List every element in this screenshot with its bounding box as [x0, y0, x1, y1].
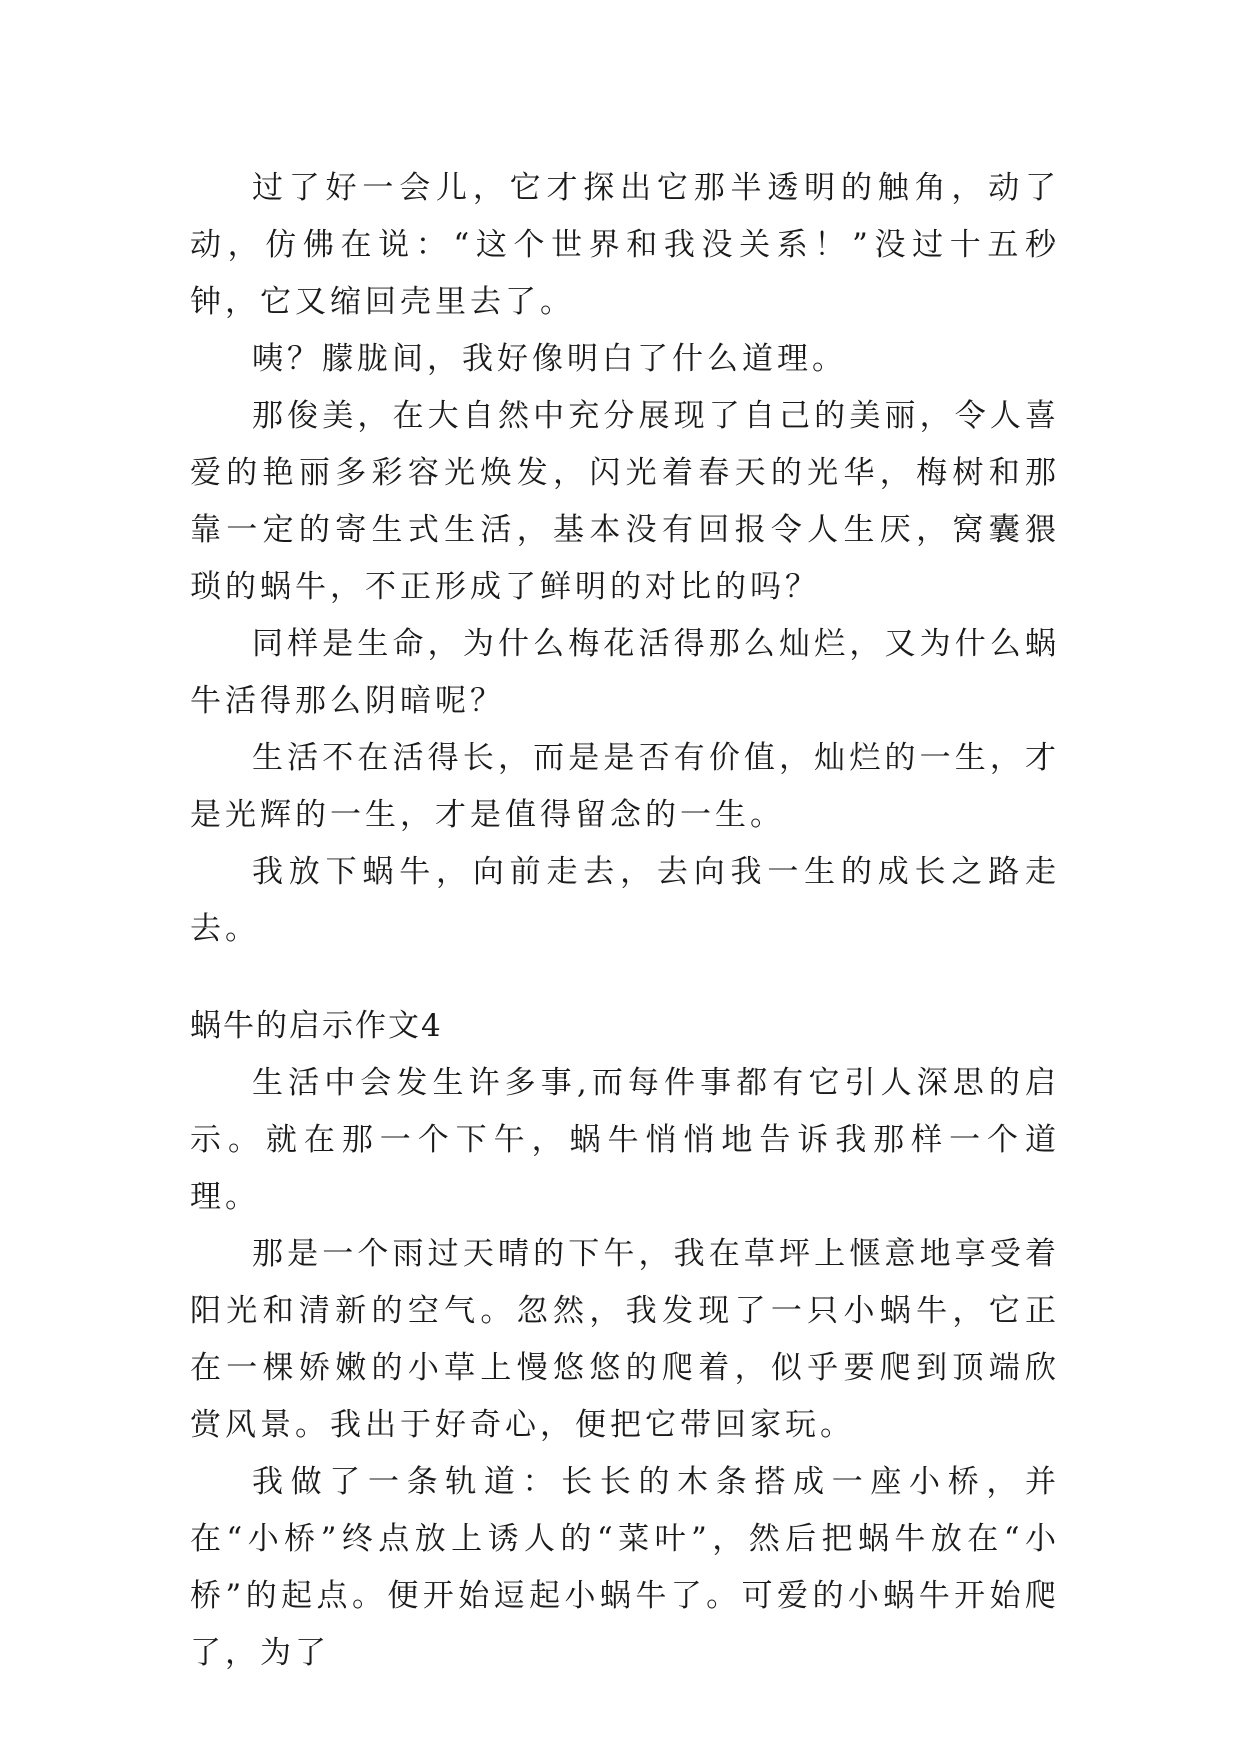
paragraph: 同样是生命，为什么梅花活得那么灿烂，又为什么蜗牛活得那么阴暗呢？: [190, 626, 1060, 719]
section-heading: 蜗牛的启示作文4: [190, 1008, 443, 1044]
paragraph: 我放下蜗牛，向前走去，去向我一生的成长之路走去。: [190, 854, 1060, 947]
paragraph: 咦？朦胧间，我好像明白了什么道理。: [252, 341, 847, 377]
paragraph: 过了好一会儿，它才探出它那半透明的触角，动了动，仿佛在说：“这个世界和我没关系！”没过十五秒钟，它又缩回壳里去了。: [190, 170, 1060, 320]
document-body: [190, 160, 1060, 1682]
paragraph: 我做了一条轨道：长长的木条搭成一座小桥，并在“小桥”终点放上诱人的“菜叶”，然后把蜗牛放在“小桥”的起点。便开始逗起小蜗牛了。可爱的小蜗牛开始爬了，为了: [190, 1464, 1060, 1671]
paragraph: 生活不在活得长，而是是否有价值，灿烂的一生，才是光辉的一生，才是值得留念的一生。: [190, 740, 1060, 833]
paragraph: 那是一个雨过天晴的下午，我在草坪上惬意地享受着阳光和清新的空气。忽然，我发现了一只小蜗牛，它正在一棵娇嫩的小草上慢悠悠的爬着，似乎要爬到顶端欣赏风景。我出于好奇心，便把它带回家玩。: [190, 1236, 1060, 1443]
paragraph: 那俊美，在大自然中充分展现了自己的美丽，令人喜爱的艳丽多彩容光焕发，闪光着春天的光华，梅树和那靠一定的寄生式生活，基本没有回报令人生厌，窝囊猥琐的蜗牛，不正形成了鲜明的对比的吗？: [190, 398, 1060, 605]
paragraph: 生活中会发生许多事,而每件事都有它引人深思的启示。就在那一个下午，蜗牛悄悄地告诉我那样一个道理。: [190, 1065, 1060, 1215]
